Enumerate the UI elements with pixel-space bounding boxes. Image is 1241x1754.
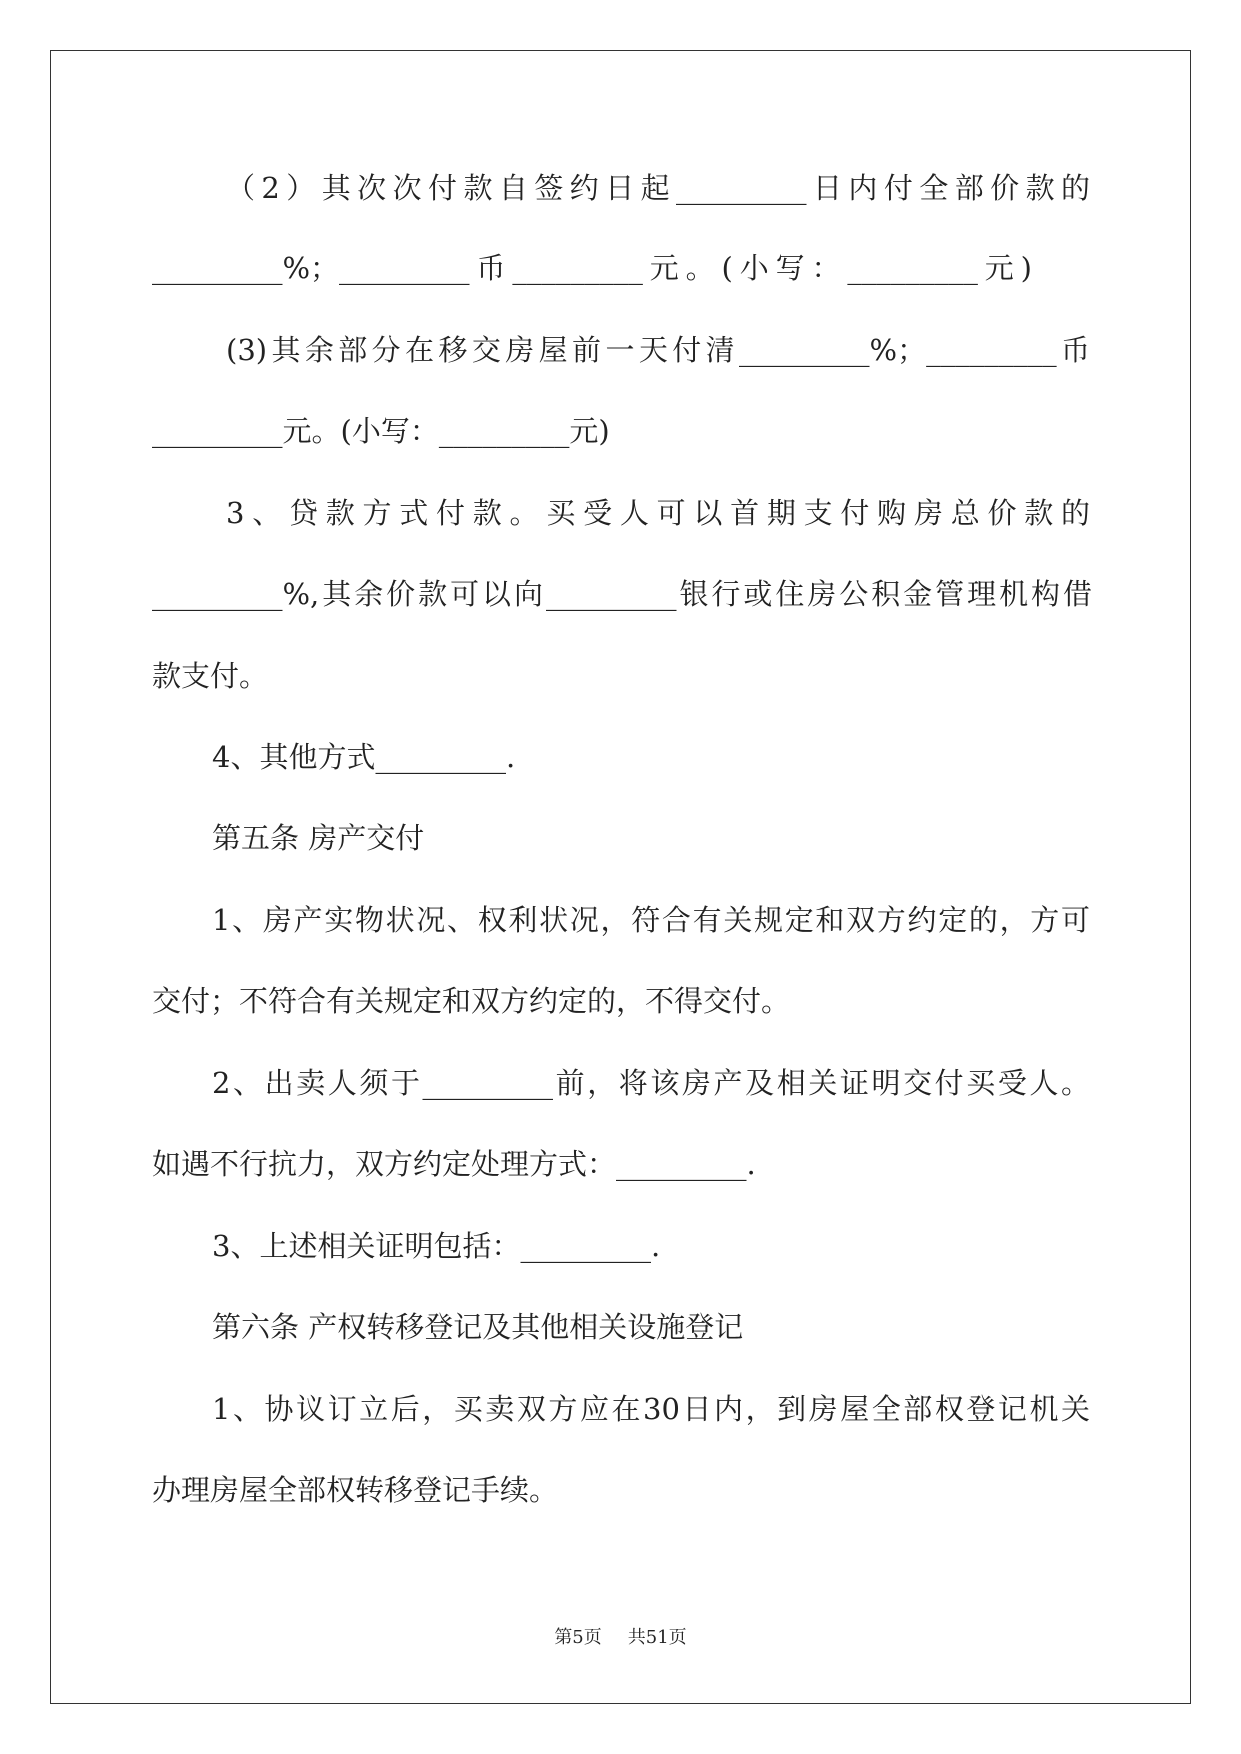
- paragraph-line: （2）其次次付款自签约日起_________日内付全部价款的: [226, 171, 1090, 205]
- paragraph-line: 如遇不行抗力，双方约定处理方式：_________.: [152, 1147, 756, 1181]
- paragraph-line: _________元。(小写：_________元): [152, 414, 610, 448]
- page-footer: [0, 1626, 1241, 1650]
- page-number: 第5页: [554, 1627, 602, 1648]
- paragraph-line: _________%,其余价款可以向_________银行或住房公积金管理机构借: [152, 577, 1092, 611]
- page-total: 共51页: [627, 1627, 687, 1648]
- paragraph-line: 4、其他方式_________.: [212, 740, 516, 774]
- paragraph-line: 2、出卖人须于_________前，将该房产及相关证明交付买受人。: [212, 1066, 1090, 1100]
- paragraph-line: 3、上述相关证明包括：_________.: [212, 1229, 661, 1263]
- section-heading: 第五条 房产交付: [212, 821, 425, 855]
- paragraph-line: 1、协议订立后，买卖双方应在30日内，到房屋全部权登记机关: [212, 1392, 1090, 1426]
- paragraph-line: 办理房屋全部权转移登记手续。: [152, 1473, 559, 1507]
- paragraph-line: 交付；不符合有关规定和双方约定的，不得交付。: [152, 984, 791, 1018]
- paragraph-line: 3、贷款方式付款。买受人可以首期支付购房总价款的: [226, 496, 1090, 530]
- paragraph-line: 1、房产实物状况、权利状况，符合有关规定和双方约定的，方可: [212, 903, 1090, 937]
- paragraph-line: 款支付。: [152, 659, 269, 693]
- section-heading: 第六条 产权转移登记及其他相关设施登记: [212, 1310, 744, 1344]
- paragraph-line: _________%；_________币_________元。(小写：_________元): [152, 251, 1032, 285]
- paragraph-line: (3)其余部分在移交房屋前一天付清_________%；_________币: [226, 333, 1090, 367]
- page-border: [50, 50, 1191, 1704]
